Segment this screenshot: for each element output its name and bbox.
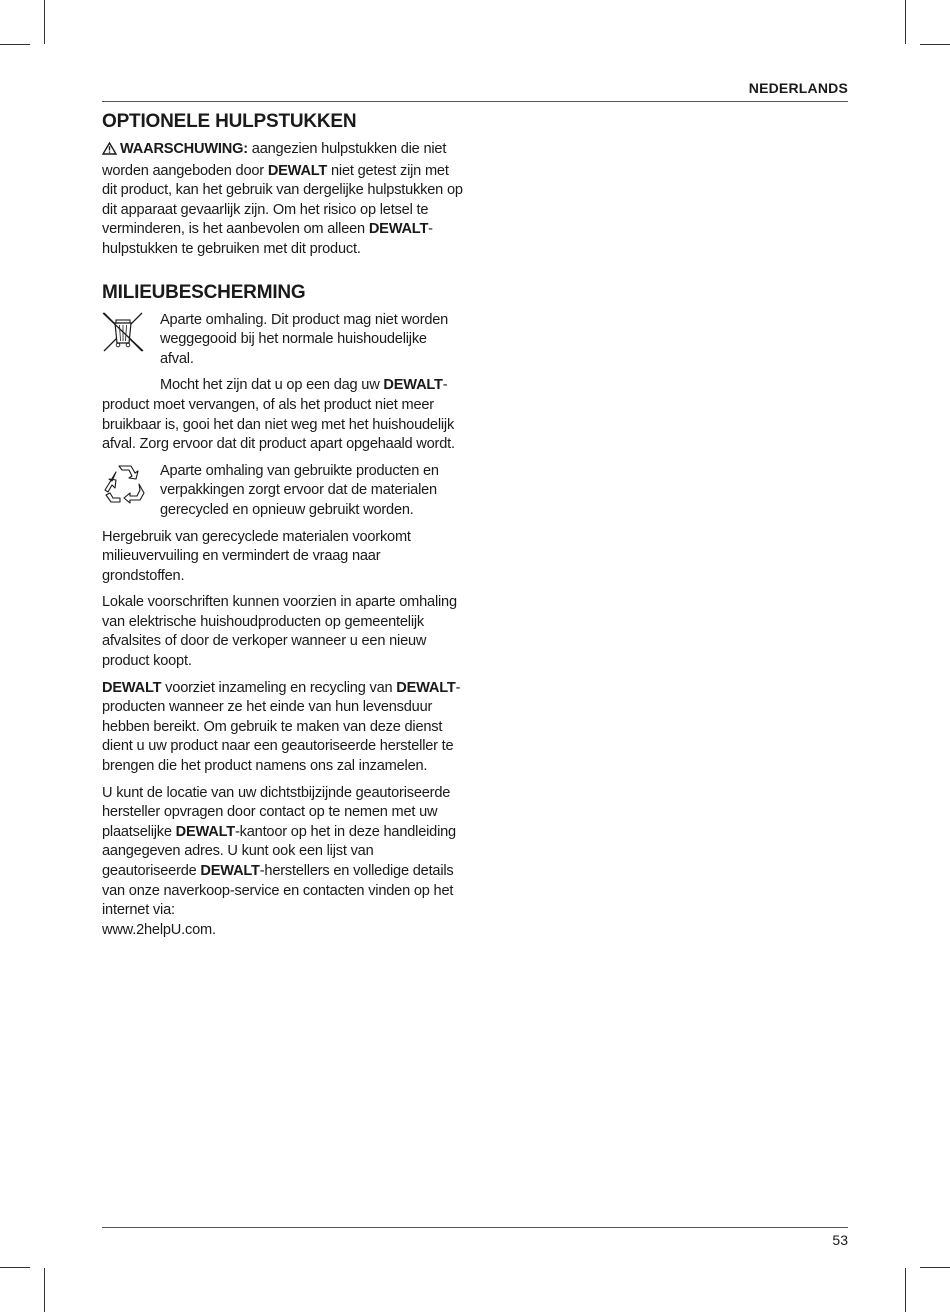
crop-mark <box>44 0 45 44</box>
warning-text: -hulpstukken te gebruiken met dit product. <box>102 221 433 257</box>
page-number: 53 <box>832 1232 848 1248</box>
main-column <box>102 110 464 947</box>
brand-name: DEWALT <box>200 863 260 879</box>
body-text: -product moet vervangen, of als het product niet meer bruikbaar is, gooi het dan niet weg met het huishoudelijk afval. Zorg ervoor dat dit product apart opgehaald wordt. <box>102 377 455 453</box>
replace-product-text <box>102 376 464 454</box>
warning-text: niet getest zijn met dit product, kan het gebruik van dergelijke hulpstukken op dit apparaat gevaarlijk zijn. Om het risico op letsel te verminderen, is het aanbevolen om alleen <box>102 162 463 238</box>
brand-name: DEWALT <box>383 377 443 394</box>
separate-collection-text: Aparte omhaling. Dit product mag niet worden weggegooid bij het normale huishoudelijke afval. <box>160 311 449 367</box>
header-rule <box>102 101 848 102</box>
body-text: -kantoor op het in deze handleiding aangegeven adres. U kunt ook een lijst van geautoriseerde <box>102 823 456 879</box>
locate-service-text <box>102 784 464 941</box>
body-text: voorziet inzameling en recycling van <box>161 679 397 696</box>
crop-mark <box>0 44 30 45</box>
recycle-text: Aparte omhaling van gebruikte producten en verpakkingen zorgt ervoor dat de materialen gerecycled en opnieuw gebruikt worden. <box>160 462 439 518</box>
brand-name: DEWALT <box>368 221 429 238</box>
brand-name: DEWALT <box>102 679 162 696</box>
website-link[interactable]: www.2helpU.com. <box>102 921 216 938</box>
body-text: Mocht het zijn dat u op een dag uw <box>160 377 384 394</box>
warning-text: aangezien hulpstukken die niet worden aangeboden door <box>102 141 447 179</box>
recycle-block <box>102 462 464 521</box>
crop-mark <box>920 1267 950 1268</box>
accessories-heading: OPTIONELE HULPSTUKKEN <box>102 111 357 132</box>
brand-name: DEWALT <box>175 823 235 840</box>
reuse-text: Hergebruik van gerecyclede materialen voorkomt milieuvervuiling en vermindert de vraag naar grondstoffen. <box>102 528 411 584</box>
language-label: NEDERLANDS <box>748 80 848 96</box>
footer-rule <box>102 1227 848 1228</box>
warning-label: WAARSCHUWING: <box>120 141 248 157</box>
crop-mark <box>905 1268 906 1312</box>
brand-name: DEWALT <box>396 679 456 696</box>
body-text: -herstellers en volledige details van onze naverkoop-service en contacten vinden op het internet via: <box>102 863 454 919</box>
body-text: U kunt de locatie van uw dichtstbijzijnde geautoriseerde hersteller opvragen door contact op te nemen met uw plaatselijke <box>102 784 451 840</box>
local-rules-text: Lokale voorschriften kunnen voorzien in aparte omhaling van elektrische huishoudproducten op gemeentelijk afvalsites of door de verkoper wanneer u een nieuw product koopt. <box>102 594 457 670</box>
crop-mark <box>920 44 950 45</box>
separate-collection-block <box>102 311 464 370</box>
recycle-icon <box>102 462 148 513</box>
collection-text <box>102 679 464 777</box>
body-text: -producten wanneer ze het einde van hun levensduur hebben bereikt. Om gebruik te maken van deze dienst dient u uw product naar een geautoriseerde hersteller te brengen die het product namens ons zal inzamelen. <box>102 679 461 775</box>
crop-mark <box>0 1267 30 1268</box>
crossed-out-bin-icon <box>102 311 144 360</box>
brand-name: DEWALT <box>267 162 328 179</box>
warning-triangle-icon <box>102 142 117 162</box>
environment-heading: MILIEUBESCHERMING <box>102 281 306 303</box>
crop-mark <box>905 0 906 44</box>
crop-mark <box>44 1268 45 1312</box>
accessories-warning <box>102 140 464 260</box>
